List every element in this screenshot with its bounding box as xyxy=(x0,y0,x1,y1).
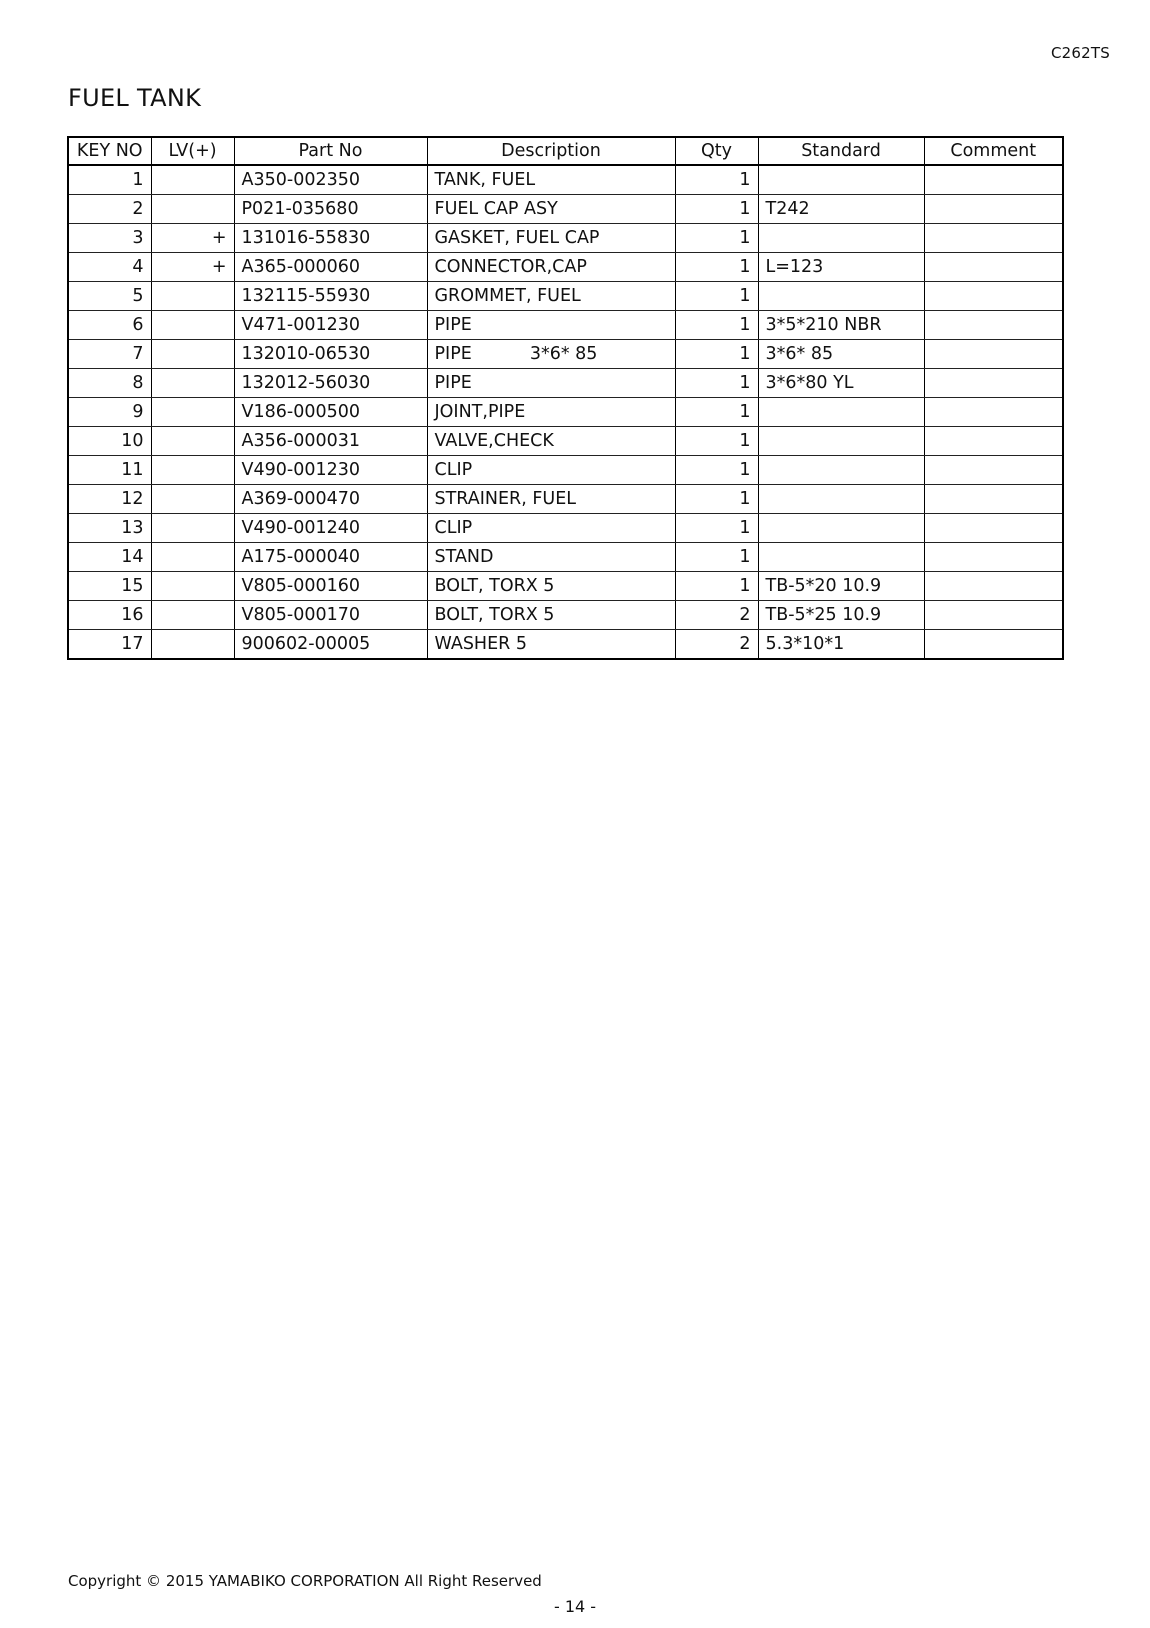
part-no-cell: 132012-56030 xyxy=(234,369,427,398)
lv-cell xyxy=(151,572,234,601)
part-no-cell: A369-000470 xyxy=(234,485,427,514)
key-no-cell: 16 xyxy=(68,601,151,630)
key-no-cell: 8 xyxy=(68,369,151,398)
description-cell xyxy=(427,630,675,660)
qty-cell: 2 xyxy=(675,601,758,630)
table-row xyxy=(68,282,1063,311)
standard-cell xyxy=(758,165,924,195)
description-text: WASHER 5 xyxy=(434,634,527,654)
comment-cell xyxy=(924,369,1063,398)
comment-cell xyxy=(924,195,1063,224)
key-no-cell: 17 xyxy=(68,630,151,660)
qty-cell: 1 xyxy=(675,456,758,485)
page-title: FUEL TANK xyxy=(68,84,202,112)
table-row xyxy=(68,369,1063,398)
qty-cell: 1 xyxy=(675,485,758,514)
key-no-cell: 1 xyxy=(68,165,151,195)
key-no-cell: 7 xyxy=(68,340,151,369)
qty-cell: 1 xyxy=(675,253,758,282)
part-no-cell: A356-000031 xyxy=(234,427,427,456)
table-row xyxy=(68,456,1063,485)
parts-table-body xyxy=(68,165,1063,659)
part-no-cell: P021-035680 xyxy=(234,195,427,224)
part-no-cell: A365-000060 xyxy=(234,253,427,282)
description-cell xyxy=(427,224,675,253)
description-cell xyxy=(427,601,675,630)
standard-cell: T242 xyxy=(758,195,924,224)
description-text: PIPE xyxy=(434,344,472,364)
column-header-key-no: KEY NO xyxy=(68,137,151,165)
lv-cell xyxy=(151,485,234,514)
comment-cell xyxy=(924,630,1063,660)
qty-cell: 1 xyxy=(675,369,758,398)
key-no-cell: 5 xyxy=(68,282,151,311)
standard-cell: TB-5*25 10.9 xyxy=(758,601,924,630)
comment-cell xyxy=(924,282,1063,311)
description-text: PIPE xyxy=(434,373,472,393)
lv-cell xyxy=(151,282,234,311)
part-no-cell: 131016-55830 xyxy=(234,224,427,253)
page-number: - 14 - xyxy=(553,1597,597,1616)
key-no-cell: 3 xyxy=(68,224,151,253)
description-text: JOINT,PIPE xyxy=(434,402,526,422)
part-no-cell: 900602-00005 xyxy=(234,630,427,660)
part-no-cell: V490-001240 xyxy=(234,514,427,543)
table-row xyxy=(68,195,1063,224)
description-cell xyxy=(427,456,675,485)
part-no-cell: A350-002350 xyxy=(234,165,427,195)
comment-cell xyxy=(924,165,1063,195)
qty-cell: 1 xyxy=(675,398,758,427)
lv-cell: + xyxy=(151,253,234,282)
table-row xyxy=(68,398,1063,427)
description-cell xyxy=(427,165,675,195)
column-header-qty: Qty xyxy=(675,137,758,165)
lv-cell xyxy=(151,398,234,427)
part-no-cell: 132115-55930 xyxy=(234,282,427,311)
lv-cell xyxy=(151,427,234,456)
lv-cell xyxy=(151,514,234,543)
comment-cell xyxy=(924,572,1063,601)
qty-cell: 1 xyxy=(675,282,758,311)
description-text: GROMMET, FUEL xyxy=(434,286,581,306)
description-cell xyxy=(427,485,675,514)
description-text: CLIP xyxy=(434,460,473,480)
table-row xyxy=(68,630,1063,660)
description-cell xyxy=(427,340,675,369)
standard-cell xyxy=(758,427,924,456)
column-header-part-no: Part No xyxy=(234,137,427,165)
description-cell xyxy=(427,253,675,282)
key-no-cell: 15 xyxy=(68,572,151,601)
part-no-cell: A175-000040 xyxy=(234,543,427,572)
description-text: GASKET, FUEL CAP xyxy=(434,228,600,248)
description-text: CLIP xyxy=(434,518,473,538)
key-no-cell: 9 xyxy=(68,398,151,427)
table-row xyxy=(68,427,1063,456)
qty-cell: 1 xyxy=(675,572,758,601)
table-row xyxy=(68,340,1063,369)
key-no-cell: 11 xyxy=(68,456,151,485)
table-row xyxy=(68,601,1063,630)
lv-cell xyxy=(151,543,234,572)
standard-cell: TB-5*20 10.9 xyxy=(758,572,924,601)
comment-cell xyxy=(924,253,1063,282)
standard-cell xyxy=(758,282,924,311)
description-cell xyxy=(427,398,675,427)
description-cell xyxy=(427,195,675,224)
description-cell xyxy=(427,572,675,601)
part-no-cell: V490-001230 xyxy=(234,456,427,485)
description-text: TANK, FUEL xyxy=(434,170,536,190)
comment-cell xyxy=(924,543,1063,572)
qty-cell: 1 xyxy=(675,224,758,253)
comment-cell xyxy=(924,311,1063,340)
table-row xyxy=(68,543,1063,572)
qty-cell: 1 xyxy=(675,514,758,543)
description-cell xyxy=(427,311,675,340)
key-no-cell: 13 xyxy=(68,514,151,543)
comment-cell xyxy=(924,224,1063,253)
qty-cell: 1 xyxy=(675,427,758,456)
standard-cell xyxy=(758,456,924,485)
comment-cell xyxy=(924,601,1063,630)
part-no-cell: V471-001230 xyxy=(234,311,427,340)
column-header-lv: LV(+) xyxy=(151,137,234,165)
description-text: FUEL CAP ASY xyxy=(434,199,558,219)
table-row xyxy=(68,572,1063,601)
description-text: BOLT, TORX 5 xyxy=(434,576,555,596)
standard-cell xyxy=(758,543,924,572)
lv-cell: + xyxy=(151,224,234,253)
standard-cell xyxy=(758,398,924,427)
column-header-description: Description xyxy=(427,137,675,165)
key-no-cell: 6 xyxy=(68,311,151,340)
part-no-cell: V805-000170 xyxy=(234,601,427,630)
lv-cell xyxy=(151,369,234,398)
comment-cell xyxy=(924,340,1063,369)
table-row xyxy=(68,224,1063,253)
key-no-cell: 14 xyxy=(68,543,151,572)
description-cell xyxy=(427,427,675,456)
lv-cell xyxy=(151,165,234,195)
lv-cell xyxy=(151,340,234,369)
comment-cell xyxy=(924,485,1063,514)
lv-cell xyxy=(151,601,234,630)
qty-cell: 1 xyxy=(675,311,758,340)
description-text: CONNECTOR,CAP xyxy=(434,257,587,277)
table-row xyxy=(68,485,1063,514)
description-text: PIPE xyxy=(434,315,472,335)
standard-cell: 3*6*80 YL xyxy=(758,369,924,398)
lv-cell xyxy=(151,311,234,340)
description-cell xyxy=(427,369,675,398)
table-header-row xyxy=(68,137,1063,165)
part-no-cell: 132010-06530 xyxy=(234,340,427,369)
model-code: C262TS xyxy=(1051,44,1110,62)
part-no-cell: V186-000500 xyxy=(234,398,427,427)
description-text: BOLT, TORX 5 xyxy=(434,605,555,625)
table-row xyxy=(68,165,1063,195)
table-row xyxy=(68,311,1063,340)
standard-cell xyxy=(758,224,924,253)
part-no-cell: V805-000160 xyxy=(234,572,427,601)
description-cell xyxy=(427,514,675,543)
lv-cell xyxy=(151,630,234,660)
description-spec: 3*6* 85 xyxy=(529,344,598,364)
standard-cell xyxy=(758,514,924,543)
qty-cell: 1 xyxy=(675,340,758,369)
parts-table xyxy=(67,136,1064,660)
comment-cell xyxy=(924,514,1063,543)
qty-cell: 1 xyxy=(675,165,758,195)
column-header-comment: Comment xyxy=(924,137,1063,165)
standard-cell: 3*6* 85 xyxy=(758,340,924,369)
qty-cell: 1 xyxy=(675,543,758,572)
description-cell xyxy=(427,543,675,572)
comment-cell xyxy=(924,456,1063,485)
standard-cell: 5.3*10*1 xyxy=(758,630,924,660)
qty-cell: 2 xyxy=(675,630,758,660)
standard-cell: L=123 xyxy=(758,253,924,282)
table-row xyxy=(68,253,1063,282)
column-header-standard: Standard xyxy=(758,137,924,165)
key-no-cell: 4 xyxy=(68,253,151,282)
lv-cell xyxy=(151,456,234,485)
comment-cell xyxy=(924,427,1063,456)
description-text: STRAINER, FUEL xyxy=(434,489,576,509)
lv-cell xyxy=(151,195,234,224)
comment-cell xyxy=(924,398,1063,427)
description-text: VALVE,CHECK xyxy=(434,431,554,451)
description-cell xyxy=(427,282,675,311)
key-no-cell: 12 xyxy=(68,485,151,514)
standard-cell: 3*5*210 NBR xyxy=(758,311,924,340)
table-row xyxy=(68,514,1063,543)
qty-cell: 1 xyxy=(675,195,758,224)
standard-cell xyxy=(758,485,924,514)
copyright-notice: Copyright © 2015 YAMABIKO CORPORATION All Right Reserved xyxy=(68,1572,542,1590)
description-text: STAND xyxy=(434,547,494,567)
key-no-cell: 2 xyxy=(68,195,151,224)
key-no-cell: 10 xyxy=(68,427,151,456)
